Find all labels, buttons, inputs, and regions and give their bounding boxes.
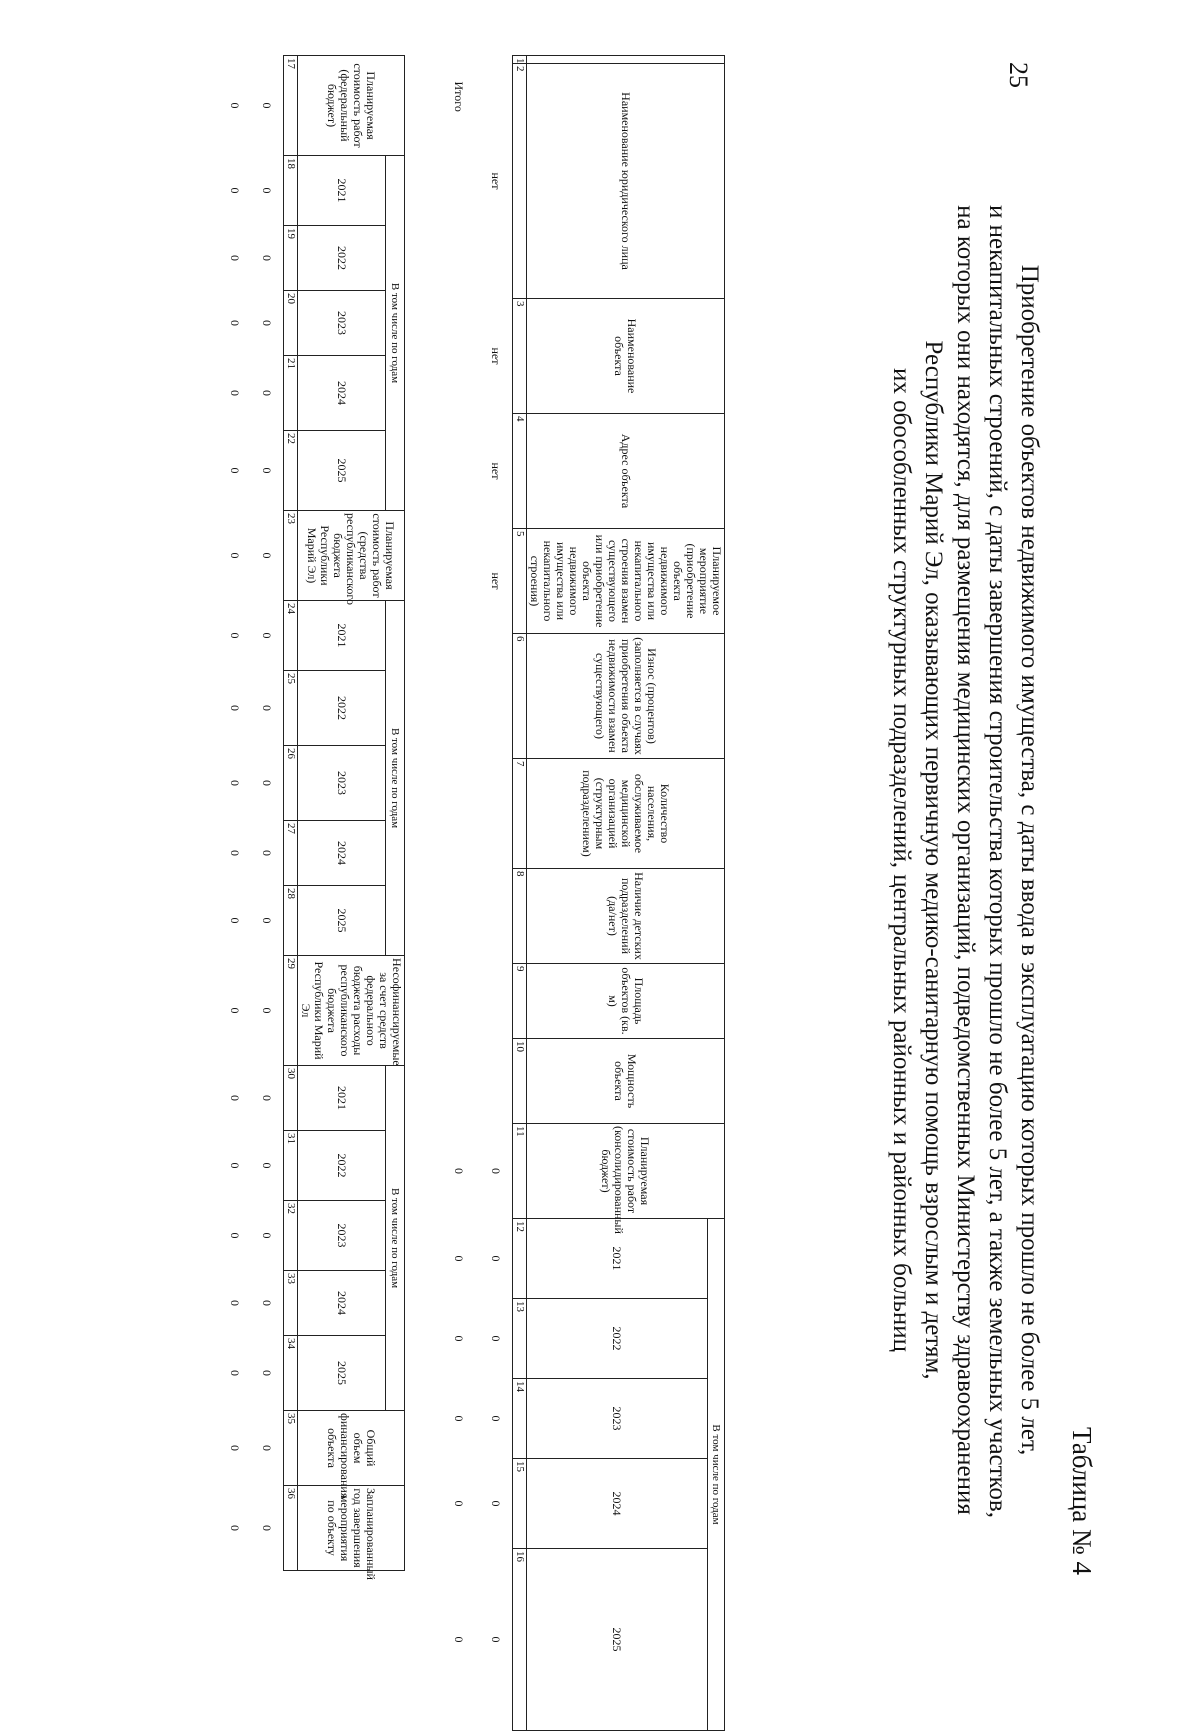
cell: 0: [260, 255, 275, 261]
cell: 0: [260, 917, 275, 924]
cell: 0: [228, 187, 243, 194]
header-planned-year: Запланированный год завершения мероприятия по объекту: [298, 1486, 405, 1571]
col-number: 34: [284, 1336, 298, 1411]
header-capacity: Мощность объекта: [527, 1039, 725, 1124]
header-year: 2025: [298, 886, 386, 956]
col-number: 7: [513, 759, 527, 869]
header-population: Количество населения, обслуживаемое медицинской организацией (структурным подразделением): [527, 759, 725, 869]
header-year: 2021: [527, 1219, 708, 1299]
cell: 0: [489, 1500, 504, 1507]
cell: 0: [452, 1168, 467, 1174]
header-year: 2021: [298, 601, 386, 671]
header-year: 2023: [298, 1201, 386, 1271]
page-number: 25: [1004, 62, 1033, 88]
header-planned-cost: Планируемая стоимость работ (консолидированный бюджет): [527, 1124, 725, 1219]
cell: 0: [489, 1168, 504, 1174]
col-number: 12: [513, 1219, 527, 1299]
col-number: 29: [284, 956, 298, 1066]
header-legal-entity: Наименование юридического лица: [527, 64, 725, 299]
cell: 0: [228, 1095, 243, 1102]
cell: 0: [260, 102, 275, 109]
cell: 0: [489, 1255, 504, 1262]
cell: 0: [228, 1445, 243, 1452]
document-title: [885, 205, 1045, 1518]
header-unfinanced: Несофинансируемые за счет средств федерального бюджета расходы республиканского бюджета Республики Марий Эл: [298, 956, 405, 1066]
cell: 0: [228, 1300, 243, 1307]
title-line: Республики Марий Эл, оказывающих первичную медико-санитарную помощь взрослым и детям,: [920, 340, 947, 1380]
rotated-document: [45, 55, 1145, 1652]
cell: 0: [228, 102, 243, 109]
header-address: Адрес объекта: [527, 414, 725, 529]
header-year: 2025: [298, 1336, 386, 1411]
cell: 0: [228, 850, 243, 857]
header-year: 2025: [298, 431, 386, 511]
col-number: 32: [284, 1201, 298, 1271]
table-label: Таблица № 4: [1067, 1427, 1097, 1575]
col-number: 3: [513, 299, 527, 414]
cell: 0: [260, 1300, 275, 1307]
header-year: 2022: [527, 1299, 708, 1379]
cell: 0: [228, 1232, 243, 1239]
cell: 0: [260, 780, 275, 787]
col-number: 1: [513, 56, 527, 64]
col-number: 30: [284, 1066, 298, 1131]
cell: 0: [452, 1636, 467, 1643]
cell: 0: [452, 1500, 467, 1507]
header-wear: Износ (процентов) (заполняется в случаях приобретения объекта недвижимости взамен существующего): [527, 634, 725, 759]
cell: 0: [228, 1525, 243, 1532]
cell: 0: [260, 1370, 275, 1377]
col-number: 8: [513, 869, 527, 964]
table-row-total: [438, 56, 480, 1731]
header-area: Площадь объектов (кв. м): [527, 964, 725, 1039]
cell: 0: [489, 1636, 504, 1643]
cell: 0: [228, 467, 243, 474]
col-number: 25: [284, 671, 298, 746]
cell: 0: [228, 1370, 243, 1377]
header-planned-action: Планируемое мероприятие (приобретение объекта недвижимого имущества или некапитального строения взамен существующего или приобретение объекта недвижимого имущества или некапитального строения): [527, 529, 725, 634]
col-number: 23: [284, 511, 298, 601]
blank-header: [527, 56, 725, 64]
header-year: 2024: [527, 1459, 708, 1549]
header-by-years: В том числе по годам: [385, 601, 404, 956]
table-1: [438, 55, 725, 1731]
col-number: 24: [284, 601, 298, 671]
cell: 0: [260, 632, 275, 639]
col-number: 15: [513, 1459, 527, 1549]
header-federal-cost: Планируемая стоимость работ (федеральный бюджет): [298, 56, 405, 156]
cell: 0: [452, 1255, 467, 1262]
header-year: 2023: [298, 291, 386, 356]
col-number: 6: [513, 634, 527, 759]
col-number: 28: [284, 886, 298, 956]
col-number: 27: [284, 821, 298, 886]
title-line: Приобретение объектов недвижимого имущества, с даты ввода в эксплуатацию которых прошло не более 5 лет,: [1016, 264, 1043, 1456]
col-number: 18: [284, 156, 298, 226]
cell: 0: [260, 552, 275, 559]
col-number: 22: [284, 431, 298, 511]
cell: 0: [452, 1335, 467, 1342]
col-number: 4: [513, 414, 527, 529]
table-2: [219, 55, 405, 1580]
col-number: 13: [513, 1299, 527, 1379]
header-by-years: В том числе по годам: [385, 1066, 404, 1411]
col-number: 2: [513, 64, 527, 299]
cell: 0: [228, 390, 243, 396]
cell: 0: [260, 850, 275, 857]
header-year: 2025: [527, 1549, 708, 1731]
col-number: 16: [513, 1549, 527, 1731]
cell: 0: [260, 1525, 275, 1532]
col-number: 10: [513, 1039, 527, 1124]
header-year: 2022: [298, 671, 386, 746]
col-number: 35: [284, 1411, 298, 1486]
header-total-financing: Общий объем финансирования объекта: [298, 1411, 405, 1486]
cell: 0: [260, 187, 275, 194]
header-by-years: В том числе по годам: [385, 156, 404, 511]
col-number: 20: [284, 291, 298, 356]
header-year: 2022: [298, 226, 386, 291]
cell: 0: [228, 780, 243, 787]
header-year: 2021: [298, 156, 386, 226]
cell: 0: [260, 1232, 275, 1239]
title-line: на которых они находятся, для размещения медицинских организаций, подведомственных Министерству здравоохранения: [952, 205, 979, 1515]
cell: 0: [228, 552, 243, 559]
col-number: 14: [513, 1379, 527, 1459]
col-number: 21: [284, 356, 298, 431]
title-line: их обособленных структурных подразделений, центральных районных и районных больниц: [888, 367, 915, 1353]
cell: нет: [489, 572, 504, 590]
header-republic-cost: Планируемая стоимость работ (средства республиканского бюджета Республики Марий Эл): [298, 511, 405, 601]
table-row: [219, 56, 251, 1571]
cell: 0: [489, 1415, 504, 1422]
col-number: 5: [513, 529, 527, 634]
cell: нет: [489, 172, 504, 190]
cell: 0: [489, 1335, 504, 1342]
cell: 0: [260, 1007, 275, 1014]
header-object-name: Наименование объекта: [527, 299, 725, 414]
cell: 0: [228, 705, 243, 712]
cell: 0: [228, 255, 243, 261]
title-line: и некапитальных строений, с даты завершения строительства которых прошло не более 5 лет, а также земельных участков,: [984, 205, 1011, 1518]
col-number: 36: [284, 1486, 298, 1571]
header-year: 2022: [298, 1131, 386, 1201]
header-year: 2023: [298, 746, 386, 821]
cell: нет: [489, 347, 504, 365]
header-year: 2023: [527, 1379, 708, 1459]
cell: 0: [228, 1162, 243, 1169]
col-number: 9: [513, 964, 527, 1039]
cell: 0: [260, 1095, 275, 1102]
col-number: 11: [513, 1124, 527, 1219]
cell: 0: [260, 1162, 275, 1169]
cell: 0: [260, 1445, 275, 1452]
header-children: Наличие детских подразделений (да/нет): [527, 869, 725, 964]
col-number: 33: [284, 1271, 298, 1336]
col-number: 17: [284, 56, 298, 156]
header-year: 2024: [298, 356, 386, 431]
table-row: [480, 56, 513, 1731]
table-row: [251, 56, 284, 1571]
header-year: 2024: [298, 1271, 386, 1336]
header-year: 2021: [298, 1066, 386, 1131]
cell: 0: [260, 467, 275, 474]
cell: 0: [228, 320, 243, 326]
cell: 0: [260, 320, 275, 326]
cell: 0: [260, 390, 275, 396]
cell: нет: [489, 462, 504, 480]
col-number: 31: [284, 1131, 298, 1201]
cell: 0: [228, 917, 243, 924]
header-year: 2024: [298, 821, 386, 886]
col-number: 26: [284, 746, 298, 821]
col-number: 19: [284, 226, 298, 291]
cell: 0: [228, 1007, 243, 1014]
cell: 0: [260, 705, 275, 712]
cell: 0: [452, 1415, 467, 1422]
total-label: Итого: [452, 81, 467, 112]
cell: 0: [228, 632, 243, 639]
header-by-years: В том числе по годам: [707, 1219, 724, 1731]
